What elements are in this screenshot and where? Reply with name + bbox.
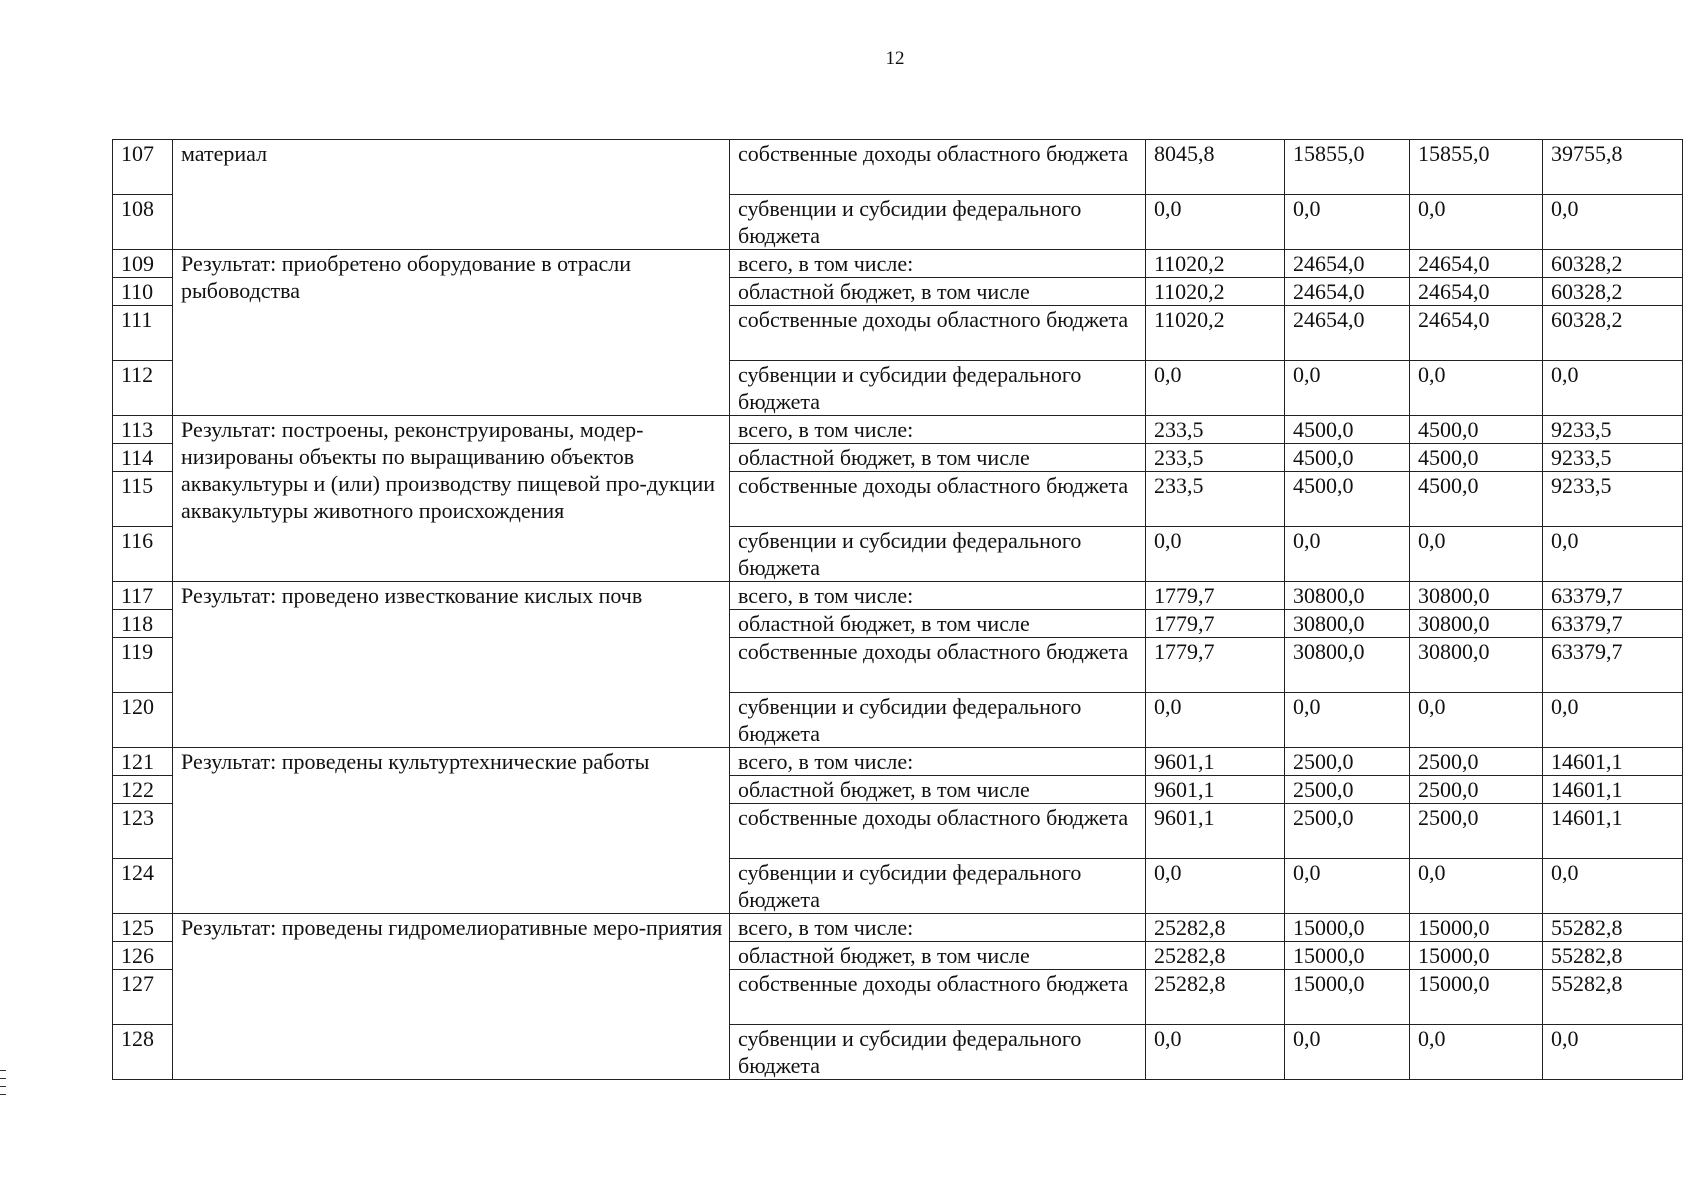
funding-source: собственные доходы областного бюджета — [730, 804, 1146, 859]
row-number: 117 — [113, 582, 173, 610]
amount-cell: 30800,0 — [1410, 610, 1543, 638]
amount-cell: 15000,0 — [1285, 914, 1410, 942]
amount-cell: 0,0 — [1146, 859, 1285, 914]
amount-cell: 25282,8 — [1146, 970, 1285, 1025]
row-number: 116 — [113, 527, 173, 582]
amount-cell: 15855,0 — [1285, 140, 1410, 195]
amount-cell: 0,0 — [1146, 195, 1285, 250]
funding-source: областной бюджет, в том числе — [730, 776, 1146, 804]
amount-cell: 55282,8 — [1543, 970, 1683, 1025]
funding-source: собственные доходы областного бюджета — [730, 970, 1146, 1025]
amount-cell: 4500,0 — [1410, 472, 1543, 527]
page-number: 12 — [885, 48, 905, 69]
amount-cell: 233,5 — [1146, 472, 1285, 527]
table-row — [113, 748, 1683, 776]
amount-cell: 0,0 — [1410, 1025, 1543, 1080]
amount-cell: 0,0 — [1146, 693, 1285, 748]
amount-cell: 63379,7 — [1543, 610, 1683, 638]
amount-cell: 0,0 — [1543, 527, 1683, 582]
table-row — [113, 250, 1683, 278]
amount-cell: 0,0 — [1410, 527, 1543, 582]
amount-cell: 25282,8 — [1146, 942, 1285, 970]
row-number: 113 — [113, 416, 173, 444]
amount-cell: 0,0 — [1285, 1025, 1410, 1080]
table-row — [113, 914, 1683, 942]
row-number: 107 — [113, 140, 173, 195]
amount-cell: 30800,0 — [1410, 638, 1543, 693]
amount-cell: 0,0 — [1146, 361, 1285, 416]
amount-cell: 63379,7 — [1543, 582, 1683, 610]
amount-cell: 1779,7 — [1146, 638, 1285, 693]
amount-cell: 0,0 — [1285, 195, 1410, 250]
result-name: Результат: проведены гидромелиоративные меро-приятия — [173, 914, 730, 1080]
amount-cell: 14601,1 — [1543, 804, 1683, 859]
amount-cell: 0,0 — [1410, 693, 1543, 748]
funding-source: областной бюджет, в том числе — [730, 444, 1146, 472]
amount-cell: 0,0 — [1146, 1025, 1285, 1080]
result-name: Результат: построены, реконструированы, модер-низированы объекты по выращиванию объектов аквакультуры и (или) производству пищевой про-дукции аквакультуры животного происхождения — [173, 416, 730, 582]
amount-cell: 0,0 — [1543, 195, 1683, 250]
amount-cell: 0,0 — [1146, 527, 1285, 582]
amount-cell: 14601,1 — [1543, 776, 1683, 804]
row-number: 111 — [113, 306, 173, 361]
amount-cell: 15855,0 — [1410, 140, 1543, 195]
amount-cell: 39755,8 — [1543, 140, 1683, 195]
amount-cell: 30800,0 — [1285, 582, 1410, 610]
amount-cell: 60328,2 — [1543, 278, 1683, 306]
funding-source: всего, в том числе: — [730, 582, 1146, 610]
row-number: 119 — [113, 638, 173, 693]
amount-cell: 2500,0 — [1285, 776, 1410, 804]
amount-cell: 4500,0 — [1285, 472, 1410, 527]
amount-cell: 2500,0 — [1285, 748, 1410, 776]
row-number: 115 — [113, 472, 173, 527]
funding-source: субвенции и субсидии федерального бюджета — [730, 1025, 1146, 1080]
result-name: Результат: проведено известкование кислых почв — [173, 582, 730, 748]
row-number: 128 — [113, 1025, 173, 1080]
amount-cell: 24654,0 — [1410, 306, 1543, 361]
amount-cell: 11020,2 — [1146, 250, 1285, 278]
amount-cell: 14601,1 — [1543, 748, 1683, 776]
amount-cell: 9601,1 — [1146, 748, 1285, 776]
amount-cell: 55282,8 — [1543, 914, 1683, 942]
funding-source: областной бюджет, в том числе — [730, 278, 1146, 306]
row-number: 122 — [113, 776, 173, 804]
amount-cell: 15000,0 — [1410, 942, 1543, 970]
amount-cell: 0,0 — [1410, 859, 1543, 914]
amount-cell: 0,0 — [1410, 361, 1543, 416]
amount-cell: 11020,2 — [1146, 306, 1285, 361]
table-row — [113, 582, 1683, 610]
funding-source: областной бюджет, в том числе — [730, 610, 1146, 638]
row-number: 114 — [113, 444, 173, 472]
funding-source: областной бюджет, в том числе — [730, 942, 1146, 970]
row-number: 126 — [113, 942, 173, 970]
amount-cell: 60328,2 — [1543, 306, 1683, 361]
funding-source: субвенции и субсидии федерального бюджета — [730, 859, 1146, 914]
amount-cell: 4500,0 — [1410, 416, 1543, 444]
amount-cell: 0,0 — [1543, 361, 1683, 416]
amount-cell: 0,0 — [1543, 693, 1683, 748]
funding-source: собственные доходы областного бюджета — [730, 472, 1146, 527]
row-number: 125 — [113, 914, 173, 942]
amount-cell: 0,0 — [1543, 859, 1683, 914]
amount-cell: 233,5 — [1146, 416, 1285, 444]
amount-cell: 15000,0 — [1285, 970, 1410, 1025]
amount-cell: 15000,0 — [1285, 942, 1410, 970]
row-number: 124 — [113, 859, 173, 914]
row-number: 118 — [113, 610, 173, 638]
amount-cell: 11020,2 — [1146, 278, 1285, 306]
funding-source: собственные доходы областного бюджета — [730, 638, 1146, 693]
amount-cell: 63379,7 — [1543, 638, 1683, 693]
funding-source: всего, в том числе: — [730, 914, 1146, 942]
amount-cell: 25282,8 — [1146, 914, 1285, 942]
row-number: 112 — [113, 361, 173, 416]
amount-cell: 15000,0 — [1410, 914, 1543, 942]
result-name: Результат: приобретено оборудование в отрасли рыбоводства — [173, 250, 730, 416]
row-number: 127 — [113, 970, 173, 1025]
amount-cell: 4500,0 — [1285, 416, 1410, 444]
row-number: 110 — [113, 278, 173, 306]
amount-cell: 233,5 — [1146, 444, 1285, 472]
row-number: 109 — [113, 250, 173, 278]
amount-cell: 2500,0 — [1285, 804, 1410, 859]
amount-cell: 8045,8 — [1146, 140, 1285, 195]
amount-cell: 1779,7 — [1146, 610, 1285, 638]
amount-cell: 30800,0 — [1285, 610, 1410, 638]
amount-cell: 0,0 — [1285, 361, 1410, 416]
funding-source: всего, в том числе: — [730, 748, 1146, 776]
budget-table — [112, 139, 1683, 1080]
amount-cell: 0,0 — [1543, 1025, 1683, 1080]
funding-source: собственные доходы областного бюджета — [730, 140, 1146, 195]
amount-cell: 9601,1 — [1146, 804, 1285, 859]
amount-cell: 30800,0 — [1410, 582, 1543, 610]
amount-cell: 15000,0 — [1410, 970, 1543, 1025]
row-number: 121 — [113, 748, 173, 776]
amount-cell: 55282,8 — [1543, 942, 1683, 970]
funding-source: собственные доходы областного бюджета — [730, 306, 1146, 361]
amount-cell: 60328,2 — [1543, 250, 1683, 278]
amount-cell: 24654,0 — [1285, 278, 1410, 306]
amount-cell: 24654,0 — [1285, 250, 1410, 278]
funding-source: субвенции и субсидии федерального бюджета — [730, 693, 1146, 748]
amount-cell: 24654,0 — [1410, 250, 1543, 278]
row-number: 108 — [113, 195, 173, 250]
result-name: Результат: проведены культуртехнические работы — [173, 748, 730, 914]
funding-source: всего, в том числе: — [730, 250, 1146, 278]
row-number: 123 — [113, 804, 173, 859]
funding-source: субвенции и субсидии федерального бюджета — [730, 361, 1146, 416]
amount-cell: 1779,7 — [1146, 582, 1285, 610]
amount-cell: 2500,0 — [1410, 748, 1543, 776]
amount-cell: 0,0 — [1285, 527, 1410, 582]
amount-cell: 24654,0 — [1410, 278, 1543, 306]
amount-cell: 9233,5 — [1543, 472, 1683, 527]
amount-cell: 0,0 — [1285, 859, 1410, 914]
table-row — [113, 140, 1683, 195]
amount-cell: 2500,0 — [1410, 776, 1543, 804]
funding-source: субвенции и субсидии федерального бюджета — [730, 195, 1146, 250]
amount-cell: 2500,0 — [1410, 804, 1543, 859]
amount-cell: 0,0 — [1410, 195, 1543, 250]
funding-source: всего, в том числе: — [730, 416, 1146, 444]
amount-cell: 0,0 — [1285, 693, 1410, 748]
amount-cell: 9601,1 — [1146, 776, 1285, 804]
amount-cell: 9233,5 — [1543, 444, 1683, 472]
table-row — [113, 416, 1683, 444]
funding-source: субвенции и субсидии федерального бюджета — [730, 527, 1146, 582]
result-name: материал — [173, 140, 730, 250]
row-number: 120 — [113, 693, 173, 748]
margin-marks — [0, 1070, 6, 1106]
table-body — [113, 140, 1683, 1080]
amount-cell: 4500,0 — [1285, 444, 1410, 472]
amount-cell: 24654,0 — [1285, 306, 1410, 361]
amount-cell: 4500,0 — [1410, 444, 1543, 472]
amount-cell: 9233,5 — [1543, 416, 1683, 444]
amount-cell: 30800,0 — [1285, 638, 1410, 693]
